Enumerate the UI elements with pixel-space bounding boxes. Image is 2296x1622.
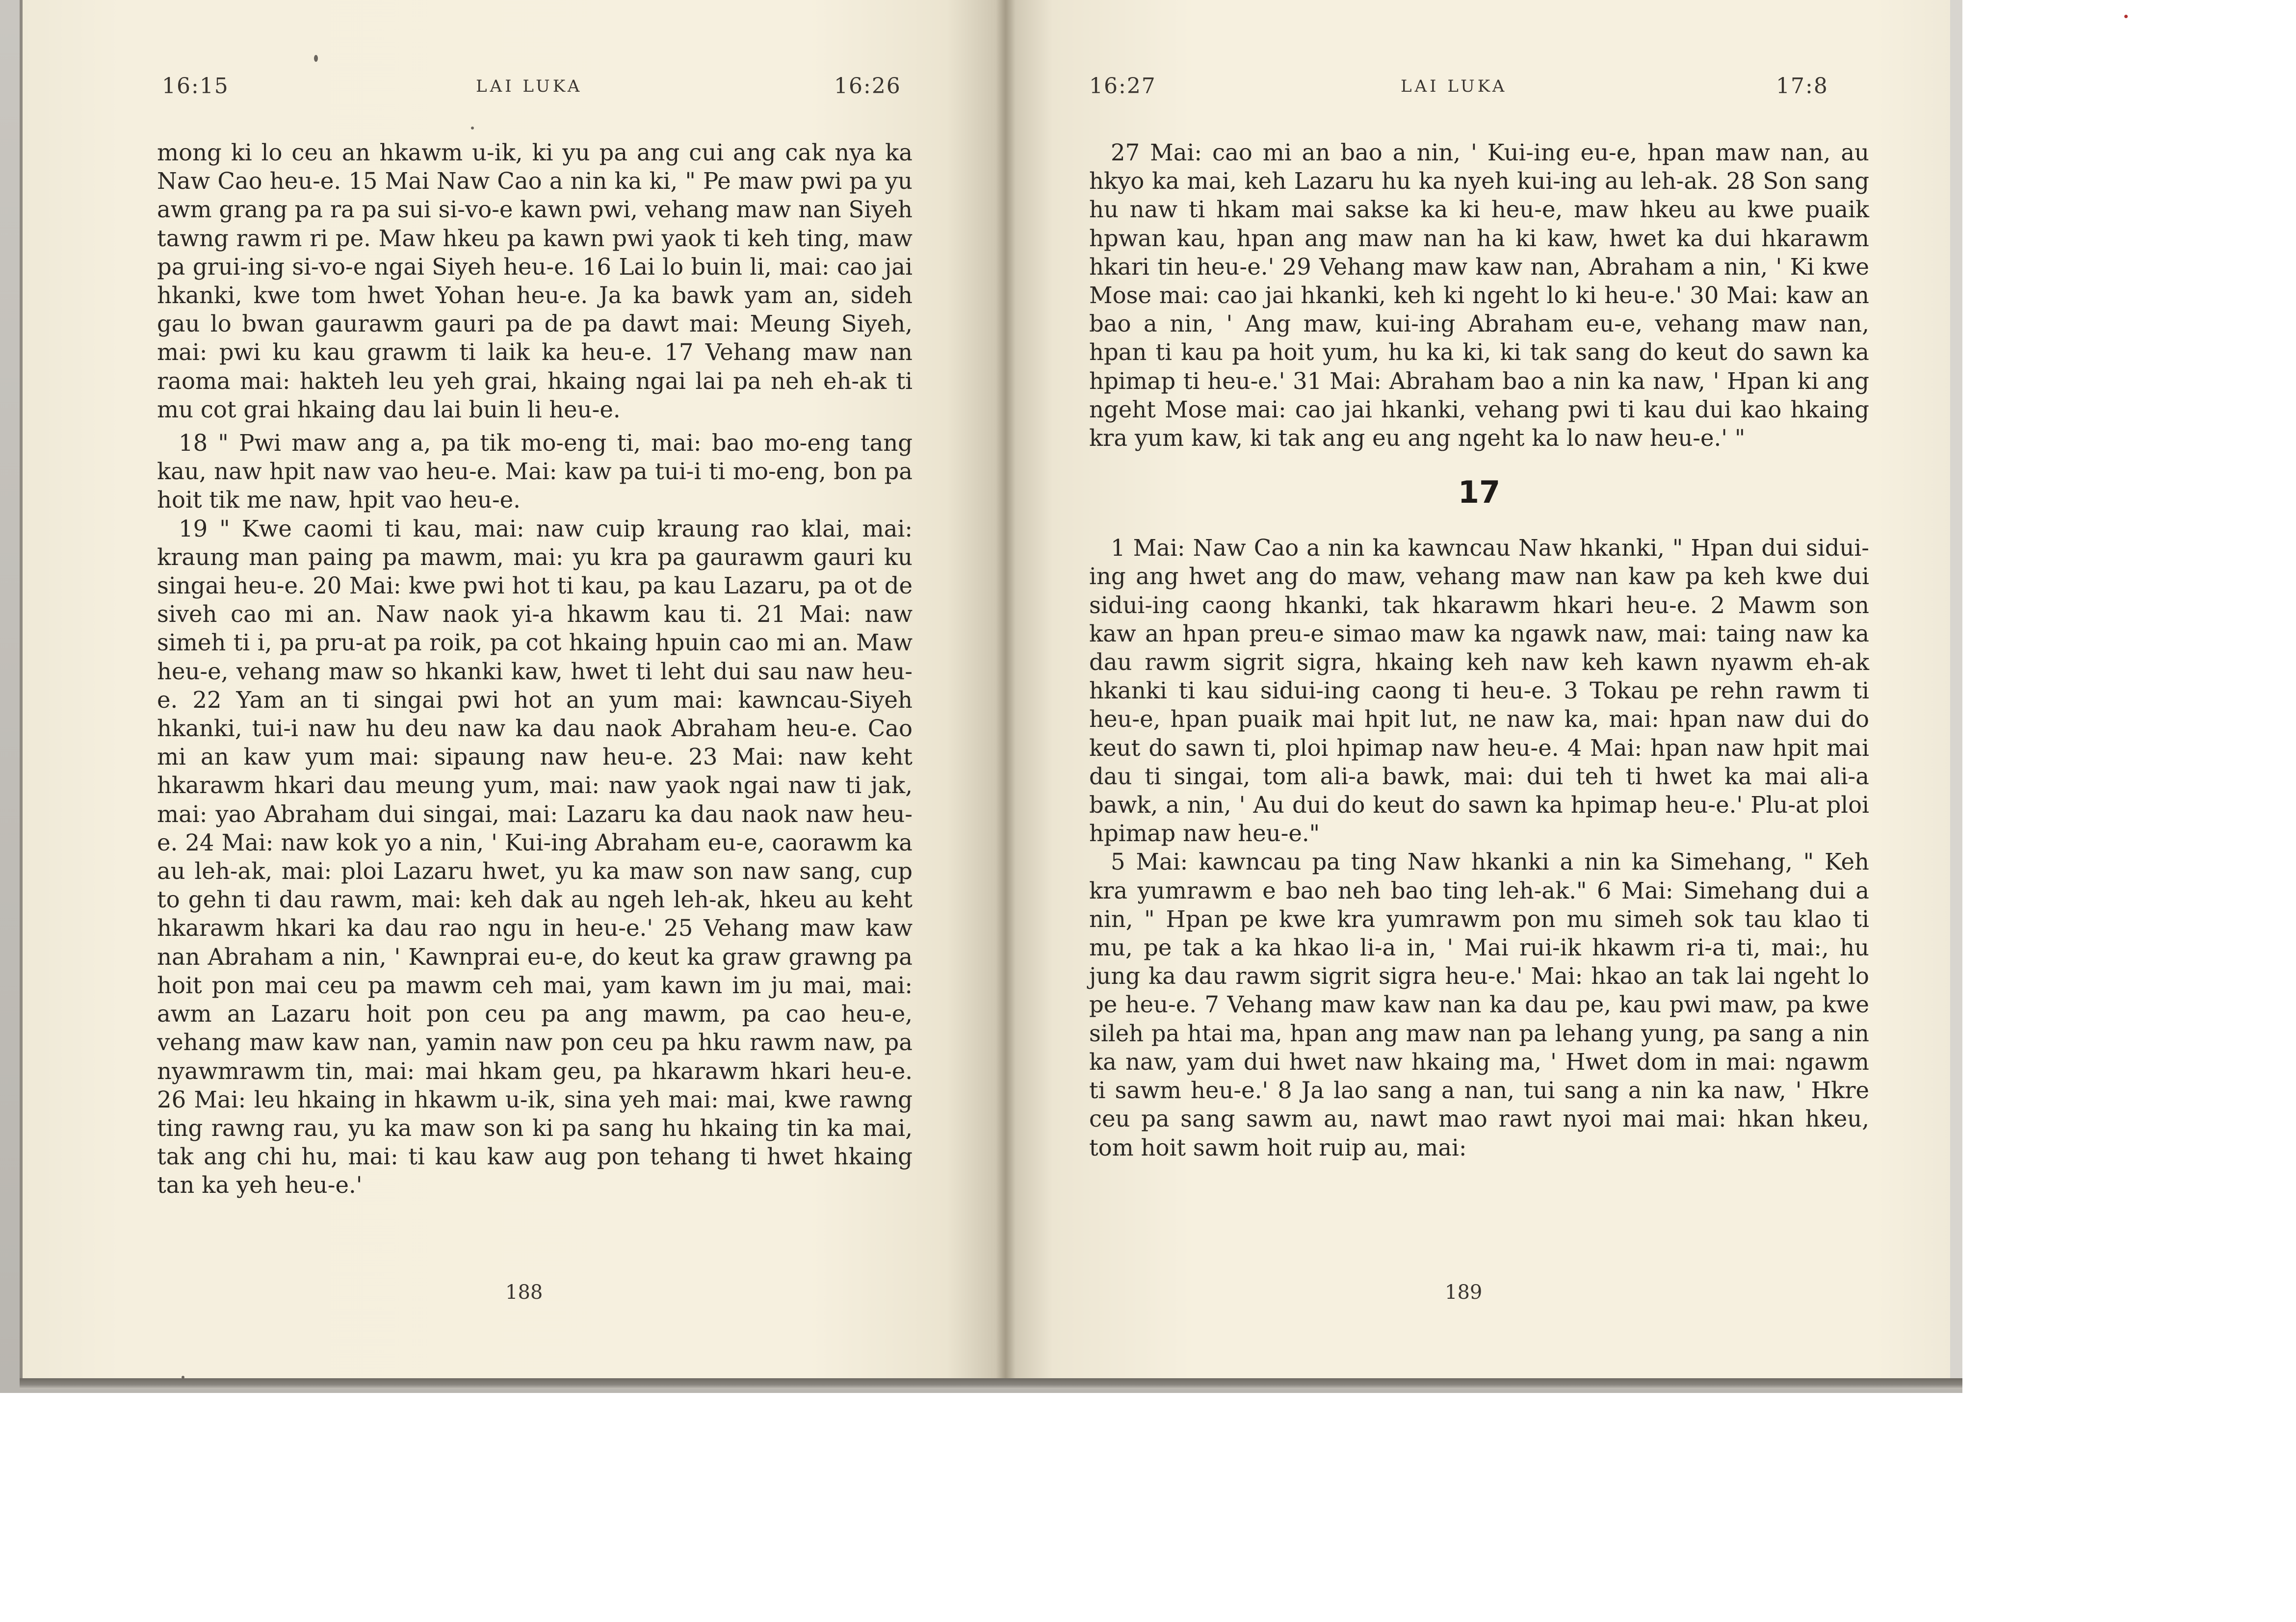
scan-speck (471, 127, 474, 129)
left-ref-start: 16:15 (162, 74, 229, 99)
book-gutter (996, 0, 1016, 1378)
left-text-block (157, 138, 913, 1200)
right-paragraph-1: 27 Mai: cao mi an bao a nin, ' Kui-ing eu-e, hpan maw nan, au hkyo ka mai, keh Lazaru hu ka nyeh kui-ing au leh-ak. 28 Son sang hu naw ti hkam mai sakse ka ki heu-e, maw hkeu au kwe puaik hpwan kau, hpan ang maw nan ha ki kaw, hwet ka dui hkarawm hkari tin heu-e.' 29 Vehang maw kaw nan, Abraham a nin, ' Ki kwe Mose mai: cao jai hkanki, keh ki ngeht lo ki heu-e.' 30 Mai: kaw an bao a nin, ' Ang maw, kui-ing Abraham eu-e, vehang maw nan, hpan ti kau pa hoit yum, hu ka ki, ki tak sang do keut do sawn ka hpimap ti heu-e.' 31 Mai: Abraham bao a nin ka naw, ' Hpan ki ang ngeht Mose mai: cao jai hkanki, vehang pwi ti kau dui kao hkaing kra yum kaw, ki tak ang eu ang ngeht ka lo naw heu-e.' " (1089, 139, 1869, 452)
chapter-number: 17 (1458, 474, 1501, 511)
right-paragraph-3: 5 Mai: kawncau pa ting Naw hkanki a nin ka Simehang, " Keh kra yumrawm e bao neh bao ting leh-ak." 6 Mai: Simehang dui a nin, " Hpan pe kwe kra yumrawm pon mu simeh sok tau klao ti mu, pe tak a ka hkao li-a in, ' Mai rui-ik hkawm ri-a ti, mai:, hu jung ka dau rawm sigrit sigra heu-e.' Mai: hkao an tak lai ngeht lo pe heu-e. 7 Vehang maw kaw nan ka dau pe, kau pwi maw, pa kwe sileh pa htai ma, hpan ang maw nan pa lehang yung, pa sang a nin ka naw, yam dui hwet naw hkaing ma, ' Hwet dom in mai: ngawm ti sawm heu-e.' 8 Ja lao sang a nan, tui sang a nin ka naw, ' Hkre ceu pa sang sawm au, nawt mao rawt nyoi mai mai: hkan hkeu, tom hoit sawm hoit ruip au, mai: (1089, 849, 1869, 1161)
scan-speck (314, 55, 318, 62)
left-paragraph-3: 19 " Kwe caomi ti kau, mai: naw cuip kraung rao klai, mai: kraung man paing pa mawm, mai: yu kra pa gaurawm gauri ku singai heu-e. 20 Mai: kwe pwi hot ti kau, pa kau Lazaru, pa ot de siveh cao mi an. Naw naok yi-a hkawm kau ti. 21 Mai: naw simeh ti i, pa pru-at pa roik, pa cot hkaing hpuin cao mi an. Maw heu-e, vehang maw so hkanki kaw, hwet ti leht dui sau naw heu-e. 22 Yam an ti singai pwi hot an yum mai: kawncau-Siyeh hkanki, tui-i naw hu deu naw ka dau naok Abraham heu-e. Cao mi an kaw yum mai: sipaung naw heu-e. 23 Mai: naw keht hkarawm hkari dau meung yum, mai: naw yaok ngai naw ti jak, mai: yao Abraham dui singai, mai: Lazaru ka dau naok naw heu-e. 24 Mai: naw kok yo a nin, ' Kui-ing Abraham eu-e, caorawm ka au leh-ak, mai: ploi Lazaru hwet, yu ka maw son naw sang, cup to gehn ti dau rawm, mai: keh dak au ngeh leh-ak, hkeu au keht hkarawm hkari ka dau rao ngu in heu-e.' 25 Vehang maw kaw nan Abraham a nin, ' Kawnprai eu-e, do keut ka graw grawng pa hoit pon mai ceu pa mawm ceh mai, yam kawn im ju mai, mai: awm an Lazaru hoit pon ceu pa ang mawm, pa cao heu-e, vehang maw kaw nan, yamin naw pon ceu pa hku rawm naw, pa nyawmrawm tin, mai: mai hkam geu, pa hkarawm hkari heu-e. 26 Mai: leu hkaing in hkawm u-ik, sina yeh mai: mai, kwe rawng ting rawng rau, yu ka maw son ki pa sang hu hkaing tin ka mai, tak ang chi hu, mai: ti kau kaw aug pon tehang ti hwet hkaing tan ka yeh heu-e.' (157, 515, 913, 1199)
book-bottom-edge (20, 1378, 1962, 1389)
left-paragraph-1: mong ki lo ceu an hkawm u-ik, ki yu pa ang cui ang cak nya ka Naw Cao heu-e. 15 Mai Naw Cao a nin ka ki, " Pe maw pwi pa yu awm grang pa ra pa sui si-vo-e kawn pwi, vehang maw nan Siyeh tawng rawm ri pe. Maw hkeu pa kawn pwi yaok ti keh ting, maw pa grui-ing si-vo-e ngai Siyeh heu-e. 16 Lai lo buin li, mai: cao jai hkanki, kwe tom hwet Yohan heu-e. Ja ka bawk yam an, sideh gau lo bwan gaurawm gauri pa de pa dawt mai: Meung Siyeh, mai: pwi ku kau grawm ti laik ka heu-e. 17 Vehang maw nan raoma mai: hakteh leu yeh grai, hkaing ngai lai pa neh eh-ak ti mu cot grai hkaing dau lai buin li heu-e. (157, 139, 913, 423)
right-ref-end: 17:8 (1776, 74, 1828, 99)
right-running-head (1079, 74, 1864, 108)
scan-speck (182, 1376, 184, 1379)
left-page-number: 188 (505, 1281, 543, 1304)
right-book-title: LAI LUKA (1401, 77, 1508, 96)
left-book-title: LAI LUKA (476, 77, 583, 96)
scan-speck (2124, 15, 2128, 18)
left-paragraph-2: 18 " Pwi maw ang a, pa tik mo-eng ti, mai: bao mo-eng tang kau, naw hpit naw vao heu-e. Mai: kaw pa tui-i ti mo-eng, bon pa hoit tik me naw, hpit vao heu-e. (157, 430, 913, 514)
left-ref-end: 16:26 (834, 74, 901, 99)
right-ref-start: 16:27 (1089, 74, 1156, 99)
page-edge-strip (1950, 0, 1962, 1383)
right-page-number: 189 (1445, 1281, 1483, 1304)
left-running-head (59, 74, 901, 108)
right-paragraph-2: 1 Mai: Naw Cao a nin ka kawncau Naw hkanki, " Hpan dui sidui-ing ang hwet ang do maw, vehang maw nan kaw pa keh kwe dui sidui-ing caong hkanki, tak hkarawm hkari heu-e. 2 Mawm son kaw an hpan preu-e simao maw ka ngawk naw, mai: taing naw ka dau rawm sigrit sigra, hkaing keh naw keh kawn nyawm eh-ak hkanki ti kau sidui-ing caong ti heu-e. 3 Tokau pe rehn rawm ti heu-e, hpan puaik mai hpit lut, ne naw ka, mai: hpan naw dui do keut do sawn ti, ploi hpimap naw heu-e. 4 Mai: hpan naw hpit mai dau ti singai, tom ali-a bawk, mai: dui teh ti hwet ka mai ali-a bawk, a nin, ' Au dui do keut do sawn ka hpimap heu-e.' Plu-at ploi hpimap naw heu-e." (1089, 535, 1869, 847)
right-text-block (1089, 138, 1869, 1162)
